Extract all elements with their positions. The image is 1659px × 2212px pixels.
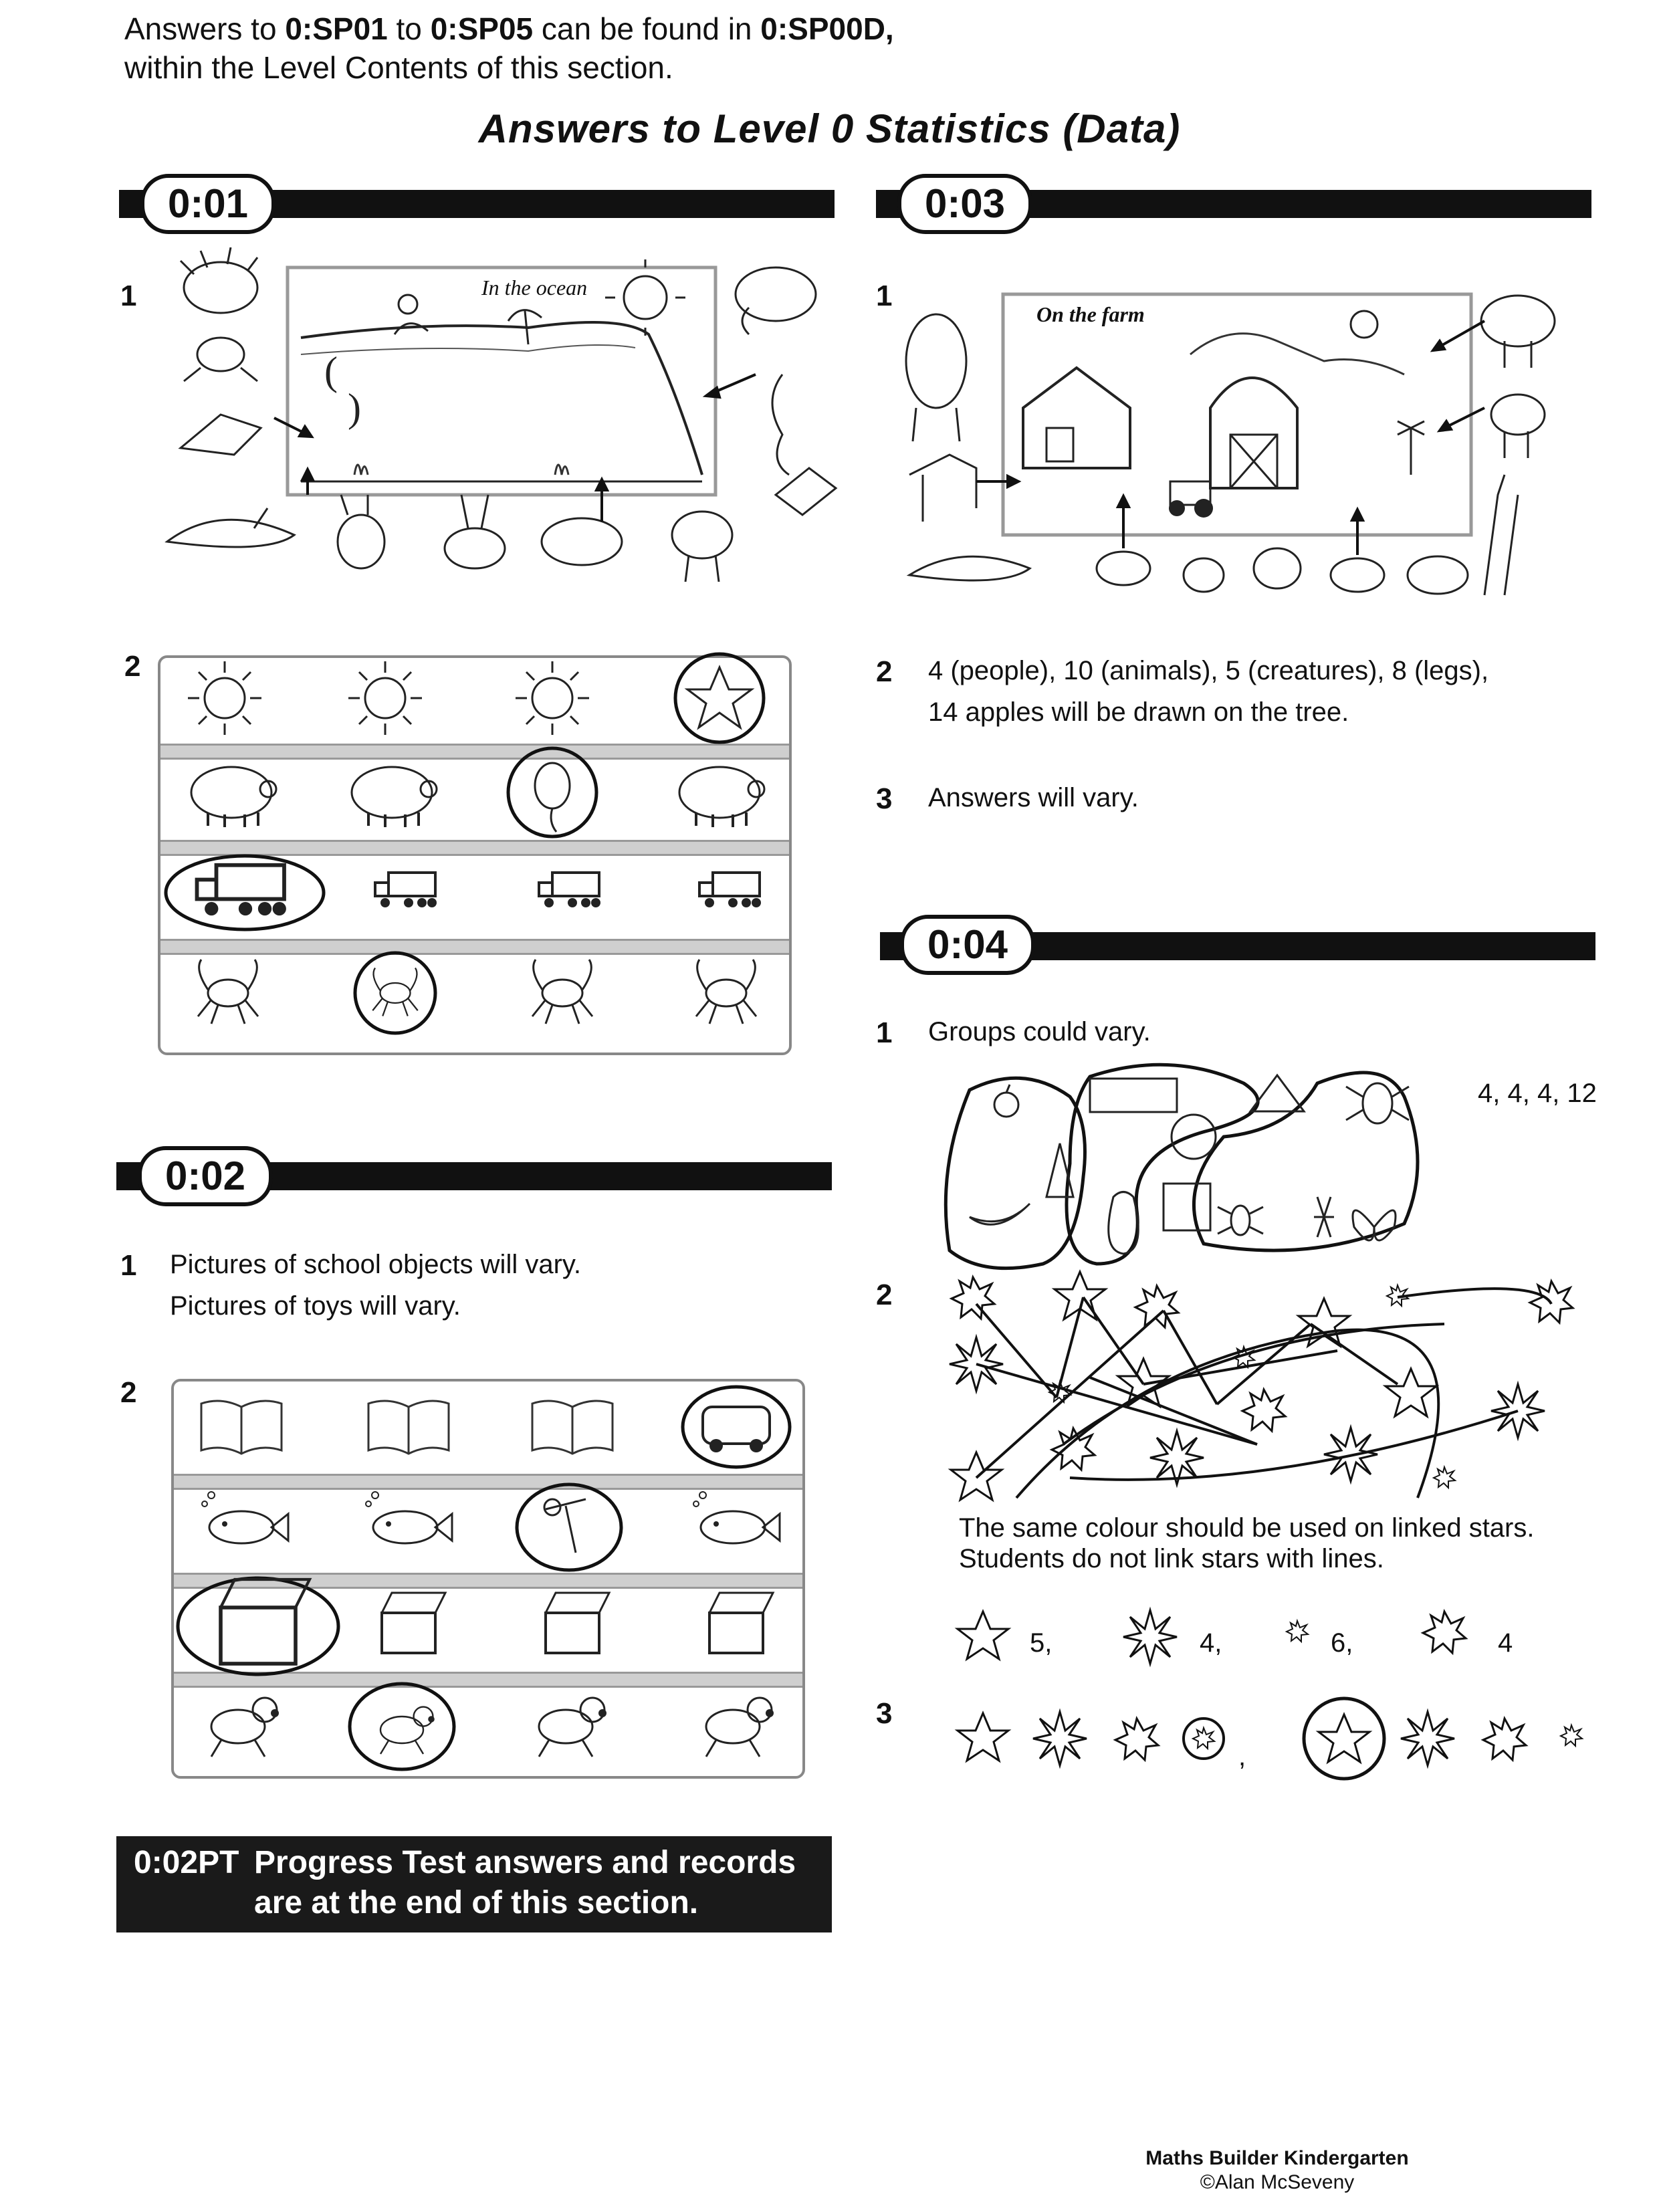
ocean-illustration xyxy=(154,254,822,602)
intro-text: Answers to 0:SP01 to 0:SP05 can be found in 0:SP00D, within the Level Contents of this section. xyxy=(124,11,894,85)
answer-text xyxy=(170,1244,581,1327)
question-number: 3 xyxy=(876,782,893,815)
progress-test-line2: are at the end of this section. xyxy=(254,1885,699,1920)
answer-line: 4 (people), 10 (animals), 5 (creatures), 8 (legs), xyxy=(928,656,1489,685)
answer-text xyxy=(928,650,1488,733)
count-four: 4, xyxy=(1200,1628,1222,1658)
farm-caption: On the farm xyxy=(1036,302,1145,326)
section-label-002: 0:02 xyxy=(138,1146,273,1206)
farm-illustration xyxy=(903,281,1605,615)
footer-title: Maths Builder Kindergarten xyxy=(1145,2147,1409,2169)
answer-text: Answers will vary. xyxy=(928,783,1139,812)
panel-001-pictures xyxy=(158,655,786,1050)
question-number: 1 xyxy=(876,280,893,312)
page-title: Answers to Level 0 Statistics (Data) xyxy=(478,106,1181,151)
star-sequence xyxy=(950,1692,1591,1785)
progress-test-note xyxy=(116,1836,832,1932)
answer-line: Students do not link stars with lines. xyxy=(959,1544,1384,1573)
answer-line: 14 apples will be drawn on the tree. xyxy=(928,697,1349,727)
footer xyxy=(1070,2146,1484,2195)
section-label-004: 0:04 xyxy=(900,915,1035,975)
question-number: 2 xyxy=(124,650,141,683)
question-number: 2 xyxy=(876,655,893,688)
groups-answer: 4, 4, 4, 12 xyxy=(1478,1079,1597,1108)
question-number: 2 xyxy=(876,1279,893,1311)
section-label-001: 0:01 xyxy=(140,174,275,234)
svg-text:(: ( xyxy=(324,349,338,393)
answer-line: The same colour should be used on linked stars. xyxy=(959,1513,1535,1543)
count-six: 6, xyxy=(1331,1628,1353,1658)
question-number: 1 xyxy=(120,1249,137,1282)
question-number: 2 xyxy=(120,1376,137,1409)
answer-text: Groups could vary. xyxy=(928,1017,1151,1046)
grouping-diagram xyxy=(943,1063,1478,1270)
question-number: 1 xyxy=(120,280,137,312)
question-number: 3 xyxy=(876,1697,893,1730)
star-linking-diagram xyxy=(936,1277,1578,1518)
progress-test-code: 0:02PT xyxy=(134,1845,239,1880)
panel-002-pictures xyxy=(171,1379,800,1773)
answer-text xyxy=(959,1513,1535,1574)
sequence-comma: , xyxy=(1238,1742,1246,1771)
footer-copyright: ©Alan McSeveny xyxy=(1200,2171,1355,2193)
count-five: 5, xyxy=(1030,1628,1053,1658)
ocean-caption: In the ocean xyxy=(481,275,588,300)
answer-line: Pictures of school objects will vary. xyxy=(170,1250,582,1279)
section-label-003: 0:03 xyxy=(897,174,1032,234)
answer-line: Pictures of toys will vary. xyxy=(170,1291,461,1321)
svg-text:): ) xyxy=(348,386,361,430)
count-four-b: 4 xyxy=(1498,1628,1513,1658)
progress-test-line1: Progress Test answers and records xyxy=(254,1845,796,1880)
question-number: 1 xyxy=(876,1016,893,1049)
